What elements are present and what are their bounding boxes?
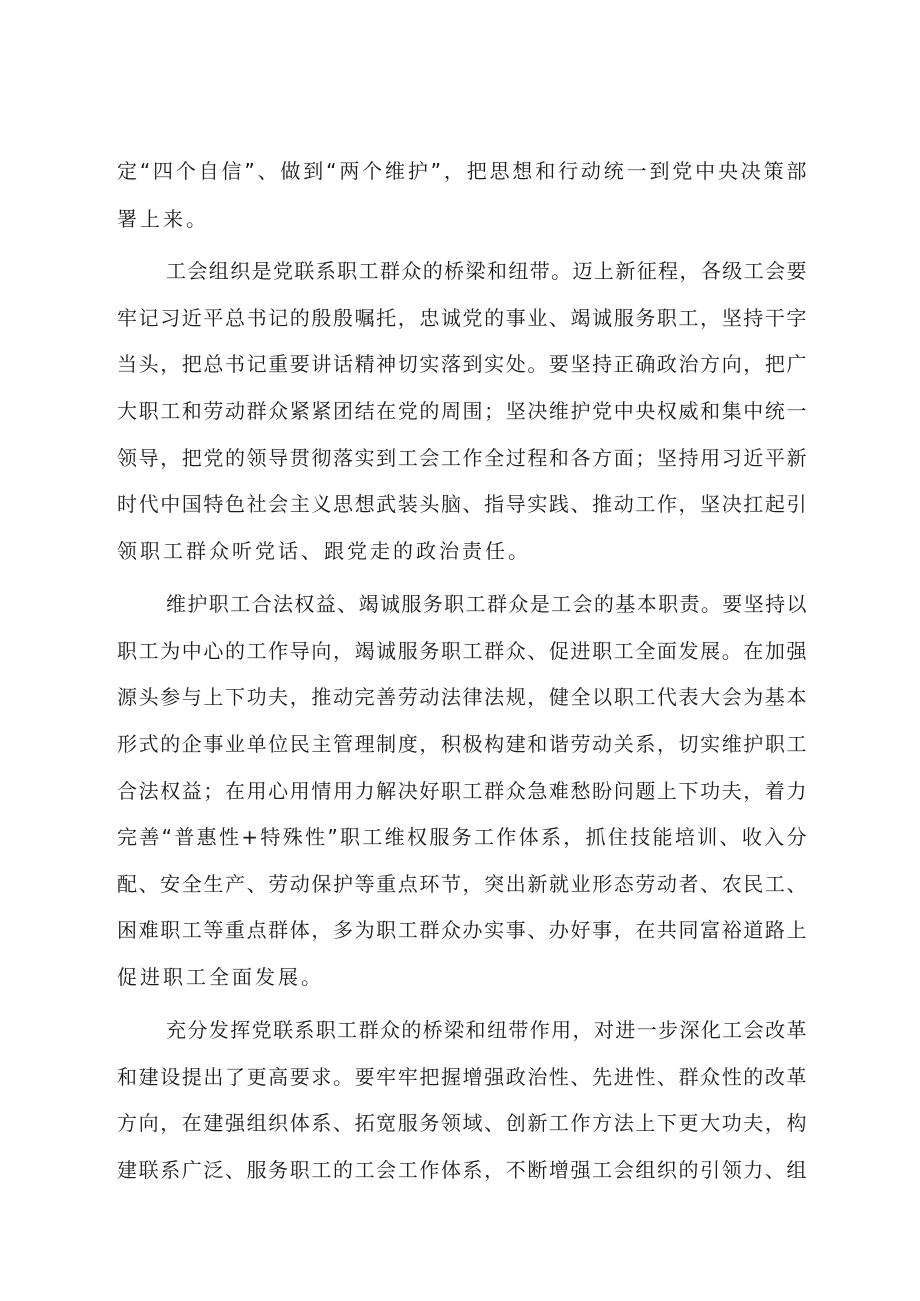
- text-line: 困难职工等重点群体，多为职工群众办实事、办好事，在共同富裕道路上: [117, 918, 807, 942]
- text-line: 大职工和劳动群众紧紧团结在党的周围；坚决维护党中央权威和集中统一: [117, 399, 807, 423]
- text-line: 领导，把党的领导贯彻落实到工会工作全过程和各方面；坚持用习近平新: [117, 446, 807, 470]
- text-line: 工会组织是党联系职工群众的桥梁和纽带。迈上新征程，各级工会要: [166, 259, 807, 283]
- text-line: 署上来。: [117, 207, 209, 231]
- text-line: 牢记习近平总书记的殷殷嘱托，忠诚党的事业、竭诚服务职工，坚持干字: [117, 306, 807, 330]
- text-line: 形式的企事业单位民主管理制度，积极构建和谐劳动关系，切实维护职工: [117, 732, 807, 756]
- text-line: 方向，在建强组织体系、拓宽服务领域、创新工作方法上下更大功夫，构: [117, 1111, 807, 1135]
- text-line: 当头，把总书记重要讲话精神切实落到实处。要坚持正确政治方向，把广: [117, 352, 807, 376]
- text-line: 合法权益；在用心用情用力解决好职工群众急难愁盼问题上下功夫，着力: [117, 779, 807, 803]
- text-line: 源头参与上下功夫，推动完善劳动法律法规，健全以职工代表大会为基本: [117, 685, 807, 709]
- text-line: 领职工群众听党话、跟党走的政治责任。: [117, 539, 531, 563]
- text-line: 和建设提出了更高要求。要牢牢把握增强政治性、先进性、群众性的改革: [117, 1065, 807, 1089]
- text-line: 配、安全生产、劳动保护等重点环节，突出新就业形态劳动者、农民工、: [117, 872, 807, 896]
- text-line: 维护职工合法权益、竭诚服务职工群众是工会的基本职责。要坚持以: [166, 592, 807, 616]
- text-line: 建联系广泛、服务职工的工会工作体系，不断增强工会组织的引领力、组: [117, 1158, 807, 1182]
- text-line: 职工为中心的工作导向，竭诚服务职工群众、促进职工全面发展。在加强: [117, 639, 807, 663]
- text-line: 充分发挥党联系职工群众的桥梁和纽带作用，对进一步深化工会改革: [166, 1018, 807, 1042]
- text-line: 完善“普惠性+特殊性”职工维权服务工作体系，抓住技能培训、收入分: [117, 825, 807, 849]
- text-line: 促进职工全面发展。: [117, 965, 324, 989]
- text-line: 定“四个自信”、做到“两个维护”，把思想和行动统一到党中央决策部: [117, 159, 807, 183]
- text-line: 时代中国特色社会主义思想武装头脑、指导实践、推动工作，坚决扛起引: [117, 492, 807, 516]
